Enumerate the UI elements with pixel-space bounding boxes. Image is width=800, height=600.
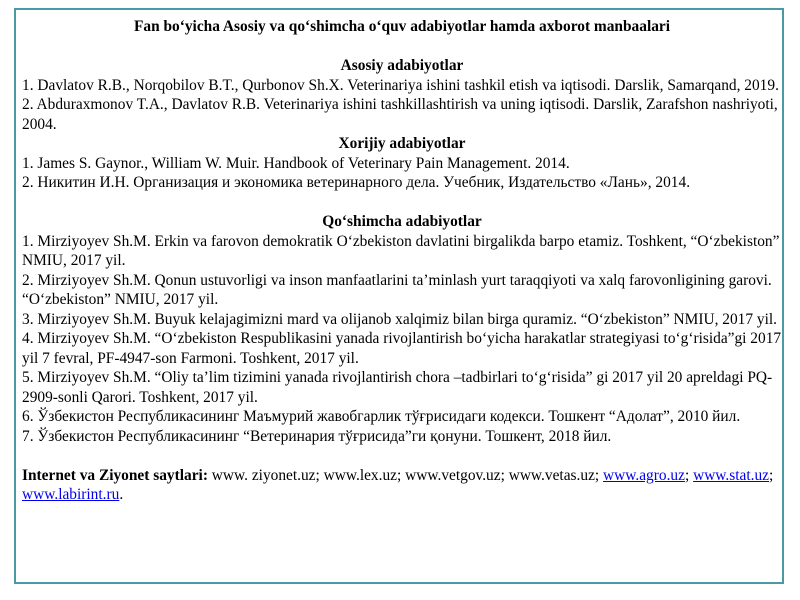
period: . [119,486,124,503]
list-item: 2. Никитин И.Н. Организация и экономика ветеринарного дела. Учебник, Издательство «Лань», 2014. [22,174,691,191]
internet-sites [22,466,782,505]
link-agro[interactable]: www.agro.uz [603,466,685,484]
list-item: 1. Davlatov R.B., Norqobilov B.T., Qurbonov Sh.X. Veterinariya ishini tashkil etish va iqtisodi. Darslik, Samarqand, 2019. [22,76,779,94]
list-item: 1. James S. Gaynor., William W. Muir. Handbook of Veterinary Pain Management. 2014. [22,154,570,172]
list-item: 2. Mirziyoyev Sh.M. Qonun ustuvorligi va inson manfaatlarini ta’minlash yurt taraqqiyoti va xalq farovonligining garovi. “O‘zbekiston” NMIU, 2017 yil. [22,271,772,308]
list-item: 2. Abduraxmonov T.A., Davlatov R.B. Veterinariya ishini tashkillashtirish va uning iqtisodi. Darslik, Zarafshon nashriyoti, 2004. [22,96,778,133]
list-item: 3. Mirziyoyev Sh.M. Buyuk kelajagimizni mard va olijanob xalqimiz bilan birga quramiz. “O‘zbekiston” NMIU, 2017 yil. [22,310,777,328]
section-heading-additional: Qo‘shimcha adabiyotlar [322,213,482,230]
separator: ; [769,466,774,484]
list-item: 7. Ўзбекистон Республикасининг “Ветеринария тўғрисида”ги қонуни. Тошкент, 2018 йил. [22,427,612,445]
link-labirint[interactable]: www.labirint.ru [22,486,120,503]
list-item: 6. Ўзбекистон Республикасининг Маъмурий жавобгарлик тўғрисидаги кодекси. Тошкент “Адолат”, 2010 йил. [22,408,741,425]
spacer [22,37,782,57]
spacer [22,193,782,213]
document-body [22,17,782,505]
page-title: Fan bo‘yicha Asosiy va qo‘shimcha o‘quv adabiyotlar hamda axborot manbaalari [133,18,671,35]
separator: ; [684,466,694,484]
internet-label: Internet va Ziyonet saytlari: [22,466,208,484]
link-stat[interactable]: www.stat.uz [693,466,770,484]
list-item: 1. Mirziyoyev Sh.M. Erkin va farovon demokratik O‘zbekiston davlatini birgalikda barpo etamiz. Toshkent, “O‘zbekiston” NMIU, 2017 yil. [22,232,780,269]
list-item: 5. Mirziyoyev Sh.M. “Oliy ta’lim tizimini yanada rivojlantirish chora –tadbirlari to‘g‘risida” gi 2017 yil 20 apreldagi PQ-2909-sonli Qarori. Toshkent, 2017 yil. [22,369,773,406]
list-item: 4. Mirziyoyev Sh.M. “O‘zbekiston Respublikasini yanada rivojlantirish bo‘yicha harakatlar strategiyasi to‘g‘risida”gi 2017 yil 7 fevral, PF-4947-son Farmoni. Toshkent, 2017 yil. [22,330,782,367]
spacer [22,446,782,466]
section-heading-main: Asosiy adabiyotlar [340,57,464,74]
section-heading-foreign: Xorijiy adabiyotlar [338,135,466,152]
sites-plain: www. ziyonet.uz; www.lex.uz; www.vetgov.uz; www.vetas.uz; [207,466,604,484]
